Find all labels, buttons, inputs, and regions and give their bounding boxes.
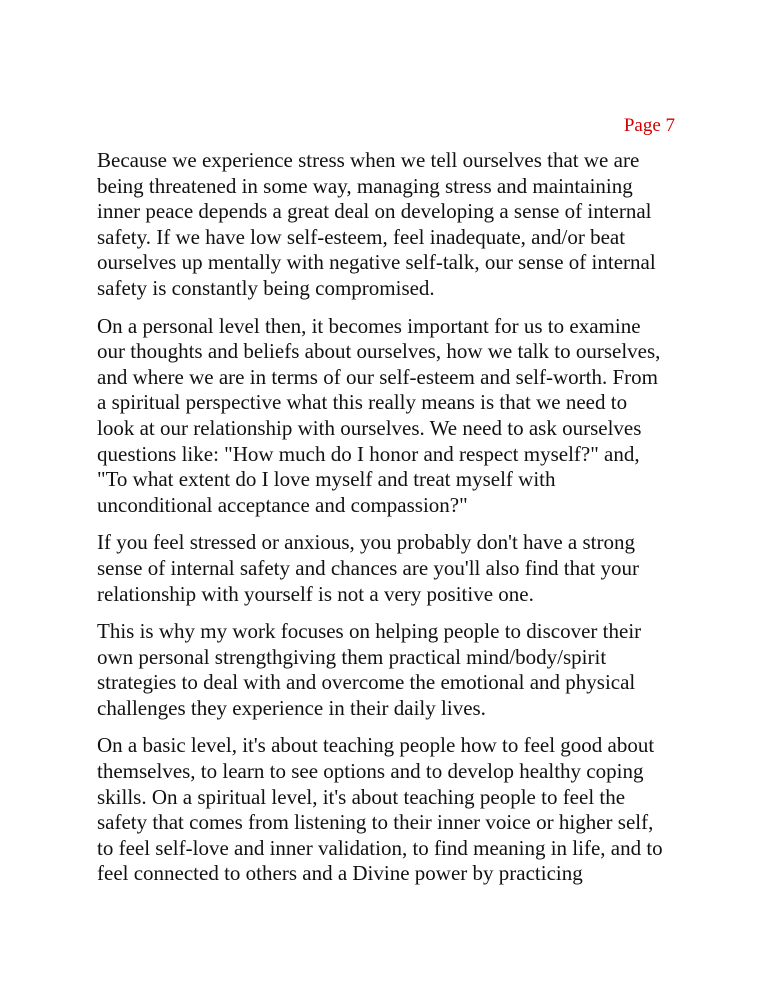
text-line: Because we experience stress when we tell ourselves that we are [97, 148, 640, 172]
paragraph [97, 314, 697, 519]
paragraph [97, 530, 697, 607]
text-line: a spiritual perspective what this really means is that we need to [97, 390, 628, 415]
text-line: safety is constantly being compromised. [97, 275, 435, 300]
text-line: relationship with yourself is not a very positive one. [97, 581, 534, 606]
text-line: skills. On a spiritual level, it's about teaching people to feel the [97, 784, 626, 809]
text-line: our thoughts and beliefs about ourselves, how we talk to ourselves, [97, 339, 661, 364]
text-line: On a basic level, it's about teaching people how to feel good about [97, 733, 655, 758]
text-line: This is why my work focuses on helping people to discover their [97, 619, 642, 644]
text-line: "To what extent do I love myself and treat myself with [97, 467, 556, 492]
page-number: Page 7 [623, 115, 675, 136]
text-line: feel connected to others and a Divine power by practicing [97, 861, 583, 886]
text-line: strategies to deal with and overcome the emotional and physical [97, 670, 636, 695]
text-line: and where we are in terms of our self-esteem and self-worth. From [97, 364, 658, 389]
text-line: inner peace depends a great deal on developing a sense of internal [97, 199, 652, 224]
text-line: safety that comes from listening to their inner voice or higher self, [97, 810, 654, 835]
text-line: themselves, to learn to see options and to develop healthy coping [97, 759, 644, 784]
text-line: If you feel stressed or anxious, you probably don't have a strong [97, 530, 635, 555]
text-line: ourselves up mentally with negative self-talk, our sense of internal [97, 250, 656, 275]
text-line: safety. If we have low self-esteem, feel inadequate, and/or beat [97, 224, 626, 249]
text-line: unconditional acceptance and compassion?" [97, 492, 468, 517]
paragraph [97, 733, 697, 887]
text-line: to feel self-love and inner validation, to find meaning in life, and to [97, 835, 663, 860]
paragraph [97, 619, 697, 721]
text-line: sense of internal safety and chances are you'll also find that your [97, 555, 640, 580]
text-line: questions like: "How much do I honor and respect myself?" and, [97, 441, 640, 466]
body-text [97, 148, 697, 899]
text-line: own personal strengthgiving them practical mind/body/spirit [97, 644, 607, 669]
text-line: challenges they experience in their daily lives. [97, 695, 486, 720]
text-line: being threatened in some way, managing stress and maintaining [97, 173, 633, 198]
text-line: On a personal level then, it becomes important for us to examine [97, 313, 641, 338]
text-line: look at our relationship with ourselves. We need to ask ourselves [97, 415, 642, 440]
paragraph [97, 148, 697, 302]
